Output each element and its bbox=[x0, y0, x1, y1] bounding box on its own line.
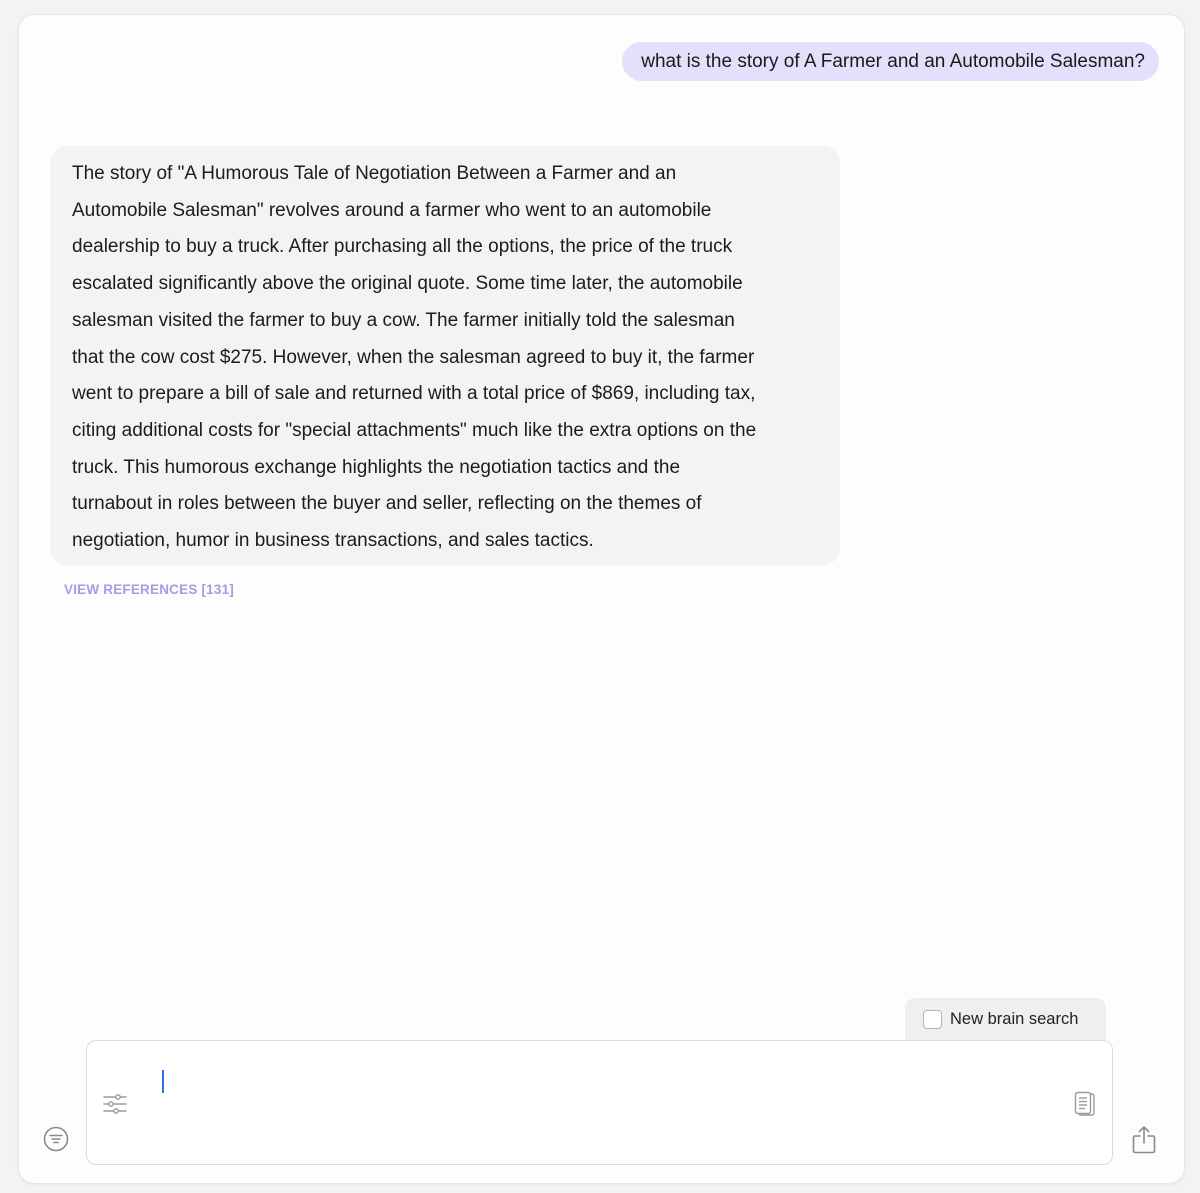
assistant-line: that the cow cost $275. However, when the salesman agreed to buy it, the farmer bbox=[72, 346, 755, 368]
chat-input[interactable] bbox=[86, 1040, 1113, 1165]
view-references-link[interactable]: VIEW REFERENCES [131] bbox=[64, 582, 234, 597]
assistant-line: truck. This humorous exchange highlights the negotiation tactics and the bbox=[72, 456, 681, 478]
document-icon[interactable] bbox=[1074, 1091, 1096, 1117]
new-brain-search-toggle[interactable] bbox=[905, 998, 1106, 1040]
assistant-message-bubble bbox=[50, 146, 840, 565]
assistant-line: salesman visited the farmer to buy a cow. The farmer initially told the salesman bbox=[72, 309, 735, 331]
assistant-line: turnabout in roles between the buyer and seller, reflecting on the themes of bbox=[72, 493, 702, 515]
filter-icon[interactable] bbox=[42, 1125, 70, 1153]
assistant-line: negotiation, humor in business transactions, and sales tactics. bbox=[72, 530, 594, 552]
new-brain-search-label: New brain search bbox=[950, 1009, 1079, 1028]
user-message-bubble bbox=[622, 42, 1159, 81]
assistant-line: dealership to buy a truck. After purchasing all the options, the price of the truck bbox=[72, 236, 733, 258]
assistant-line: went to prepare a bill of sale and returned with a total price of $869, including tax, bbox=[72, 383, 756, 405]
sliders-icon[interactable] bbox=[103, 1093, 127, 1115]
assistant-message-text bbox=[72, 156, 820, 560]
assistant-line: citing additional costs for "special attachments" much like the extra options on the bbox=[72, 419, 757, 441]
share-icon[interactable] bbox=[1131, 1125, 1157, 1155]
chat-window bbox=[18, 14, 1185, 1184]
text-caret bbox=[162, 1070, 164, 1093]
new-brain-search-checkbox[interactable] bbox=[923, 1010, 942, 1029]
assistant-line: Automobile Salesman" revolves around a farmer who went to an automobile bbox=[72, 199, 712, 221]
user-message-text: what is the story of A Farmer and an Automobile Salesman? bbox=[641, 51, 1145, 72]
assistant-line: The story of "A Humorous Tale of Negotiation Between a Farmer and an bbox=[72, 163, 677, 184]
assistant-line: escalated significantly above the original quote. Some time later, the automobile bbox=[72, 273, 743, 295]
